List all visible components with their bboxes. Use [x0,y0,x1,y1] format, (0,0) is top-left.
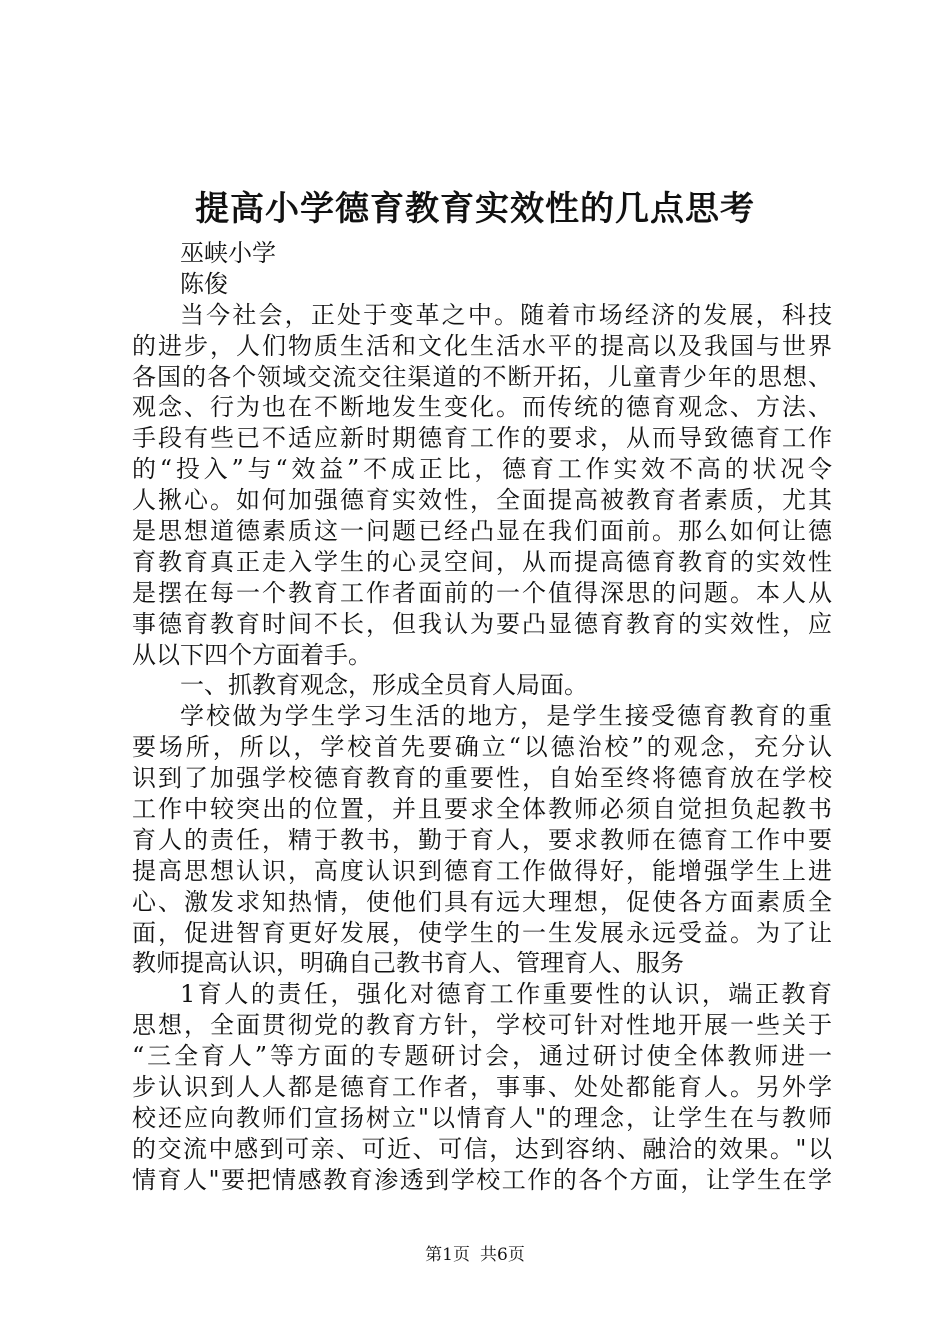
body-line: 情育人"要把情感教育渗透到学校工作的各个方面，让学生在学 [132,1165,832,1194]
body-line: 要场所，所以，学校首先要确立“以德治校”的观念，充分认 [132,733,832,762]
body-line: 识到了加强学校德育教育的重要性，自始至终将德育放在学校 [132,764,832,793]
body-line: 校还应向教师们宣扬树立"以情育人"的理念，让学生在与教师 [132,1103,832,1132]
body-line: 面，促进智育更好发展，使学生的一生发展永远受益。为了让 [132,918,832,947]
document-title: 提高小学德育教育实效性的几点思考 [195,189,755,229]
body-line: “三全育人”等方面的专题研讨会，通过研讨使全体教师进一 [132,1042,832,1071]
body-line: 教师提高认识，明确自己教书育人、管理育人、服务 [132,949,684,978]
body-line: 1育人的责任，强化对德育工作重要性的认识，端正教育 [180,980,832,1009]
body-line: 从以下四个方面着手。 [132,640,372,669]
body-line: 事德育教育时间不长，但我认为要凸显德育教育的实效性，应 [132,609,832,638]
body-line: 学校做为学生学习生活的地方，是学生接受德育教育的重 [180,702,832,731]
body-line: 的“投入”与“效益”不成正比，德育工作实效不高的状况令 [132,455,832,484]
body-line: 各国的各个领域交流交往渠道的不断开拓，儿童青少年的思想、 [132,362,832,391]
body-line: 提高思想认识，高度认识到德育工作做得好，能增强学生上进 [132,856,832,885]
body-line: 是摆在每一个教育工作者面前的一个值得深思的问题。本人从 [132,578,832,607]
body-line: 的进步，人们物质生活和文化生活水平的提高以及我国与世界 [132,331,832,360]
body-line: 是思想道德素质这一问题已经凸显在我们面前。那么如何让德 [132,517,832,546]
document-body [132,238,832,1196]
page-number: 第1页 [425,1245,470,1265]
page-footer [0,1243,950,1267]
section-heading: 一、抓教育观念，形成全员育人局面。 [180,671,588,700]
body-line: 工作中较突出的位置，并且要求全体教师必须自觉担负起教书 [132,795,832,824]
body-line: 步认识到人人都是德育工作者，事事、处处都能育人。另外学 [132,1073,832,1102]
school-name: 巫峡小学 [180,239,276,267]
body-line: 观念、行为也在不断地发生变化。而传统的德育观念、方法、 [132,393,832,422]
body-line: 心、激发求知热情，使他们具有远大理想，促使各方面素质全 [132,887,832,916]
body-line: 育人的责任，精于教书，勤于育人，要求教师在德育工作中要 [132,825,832,854]
body-line: 思想，全面贯彻党的教育方针，学校可针对性地开展一些关于 [132,1011,832,1040]
author-name: 陈俊 [180,269,228,298]
body-line: 人揪心。如何加强德育实效性，全面提高被教育者素质，尤其 [132,486,832,515]
body-line: 手段有些已不适应新时期德育工作的要求，从而导致德育工作 [132,424,832,453]
body-line: 的交流中感到可亲、可近、可信，达到容纳、融洽的效果。"以 [132,1134,832,1163]
page-total: 共6页 [480,1245,525,1265]
body-line: 当今社会，正处于变革之中。随着市场经济的发展，科技 [180,300,832,329]
body-line: 育教育真正走入学生的心灵空间，从而提高德育教育的实效性 [132,547,832,576]
